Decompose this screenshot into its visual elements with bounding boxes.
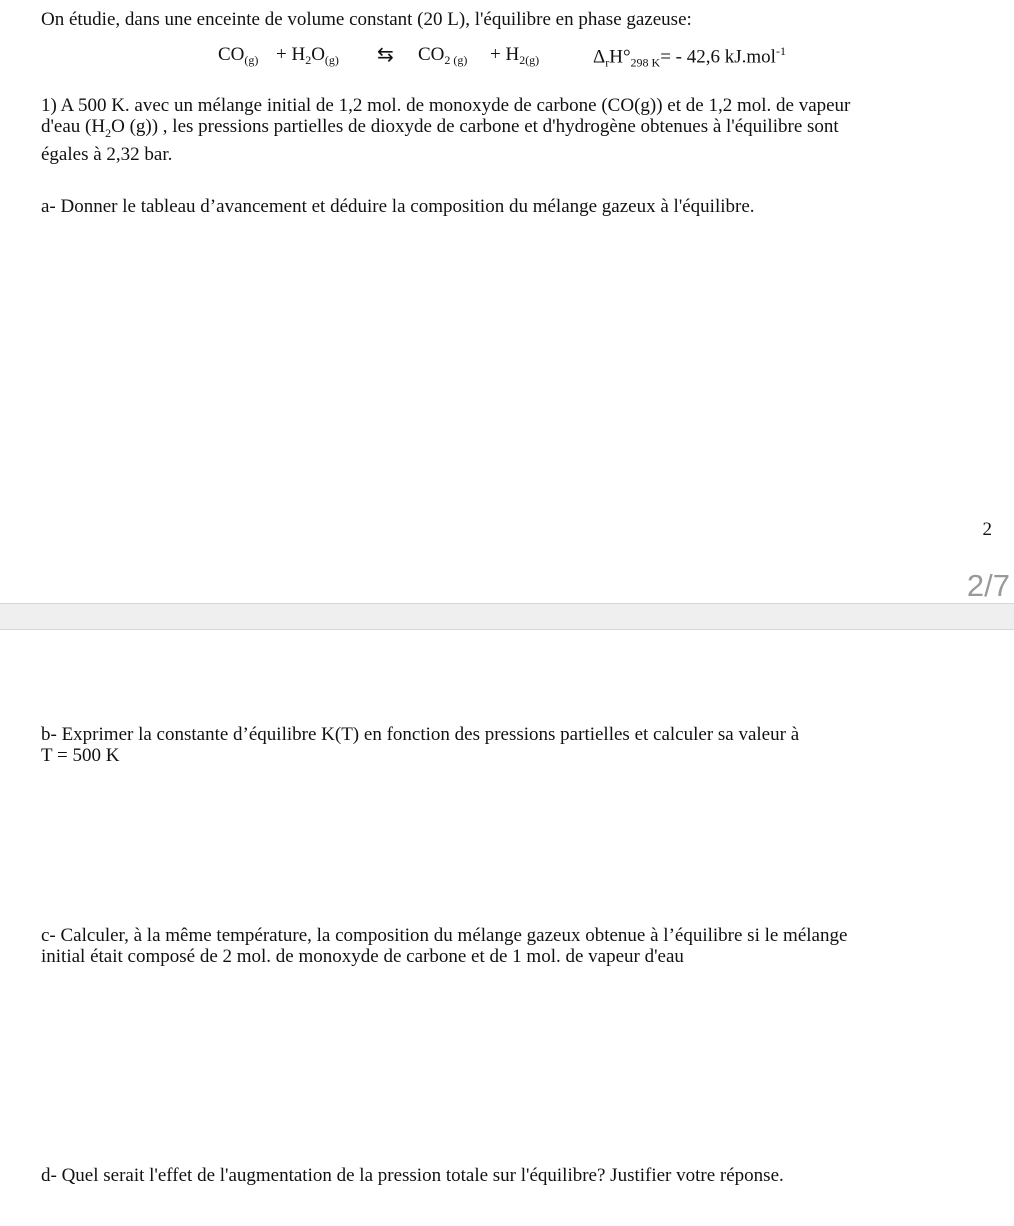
question-a: a- Donner le tableau d’avancement et déduire la composition du mélange gazeux à l'équilibre. — [41, 196, 755, 217]
question-d: d- Quel serait l'effet de l'augmentation de la pression totale sur l'équilibre? Justifier votre réponse. — [41, 1165, 784, 1186]
reactant-co: $CO_{(g)}$ — [218, 44, 259, 67]
page-indicator: 2/7 — [966, 568, 1010, 603]
reaction-enthalpy: $\Delta_rH^\circ_{298 K}= - 42,6$ kJ.mol$^{-1}$ — [593, 44, 786, 70]
product-co2: $CO_{2 (g)}$ — [418, 44, 468, 67]
intro-text: On étudie, dans une enceinte de volume constant (20 L), l'équilibre en phase gazeuse: — [41, 9, 692, 30]
equilibrium-arrow-icon: ⇆ — [377, 42, 394, 66]
question-1: 1) A 500 K. avec un mélange initial de 1,2 mol. de monoxyde de carbone (CO(g)) et de 1,2 mol. de vapeur d'eau ($H_2O$ (g)) , les pressions partielles de dioxyde de carbone et d'hydrogène obtenues à l'équilibre sont égales à 2,32 bar. — [41, 95, 851, 165]
question-b: b- Exprimer la constante d’équilibre K(T) en fonction des pressions partielles et calculer sa valeur à T = 500 K — [41, 724, 800, 766]
question-c: c- Calculer, à la même température, la composition du mélange gazeux obtenue à l’équilibre si le mélange initial était composé de 2 mol. de monoxyde de carbone et de 1 mol. de vapeur d'eau — [41, 925, 848, 967]
reaction-equation — [0, 44, 1014, 70]
product-h2: + $H_{2(g)}$ — [490, 44, 540, 67]
reactant-h2o: + $H_2O_{(g)}$ — [276, 44, 339, 67]
page-separator — [0, 603, 1014, 630]
page-number: 2 — [982, 519, 992, 540]
